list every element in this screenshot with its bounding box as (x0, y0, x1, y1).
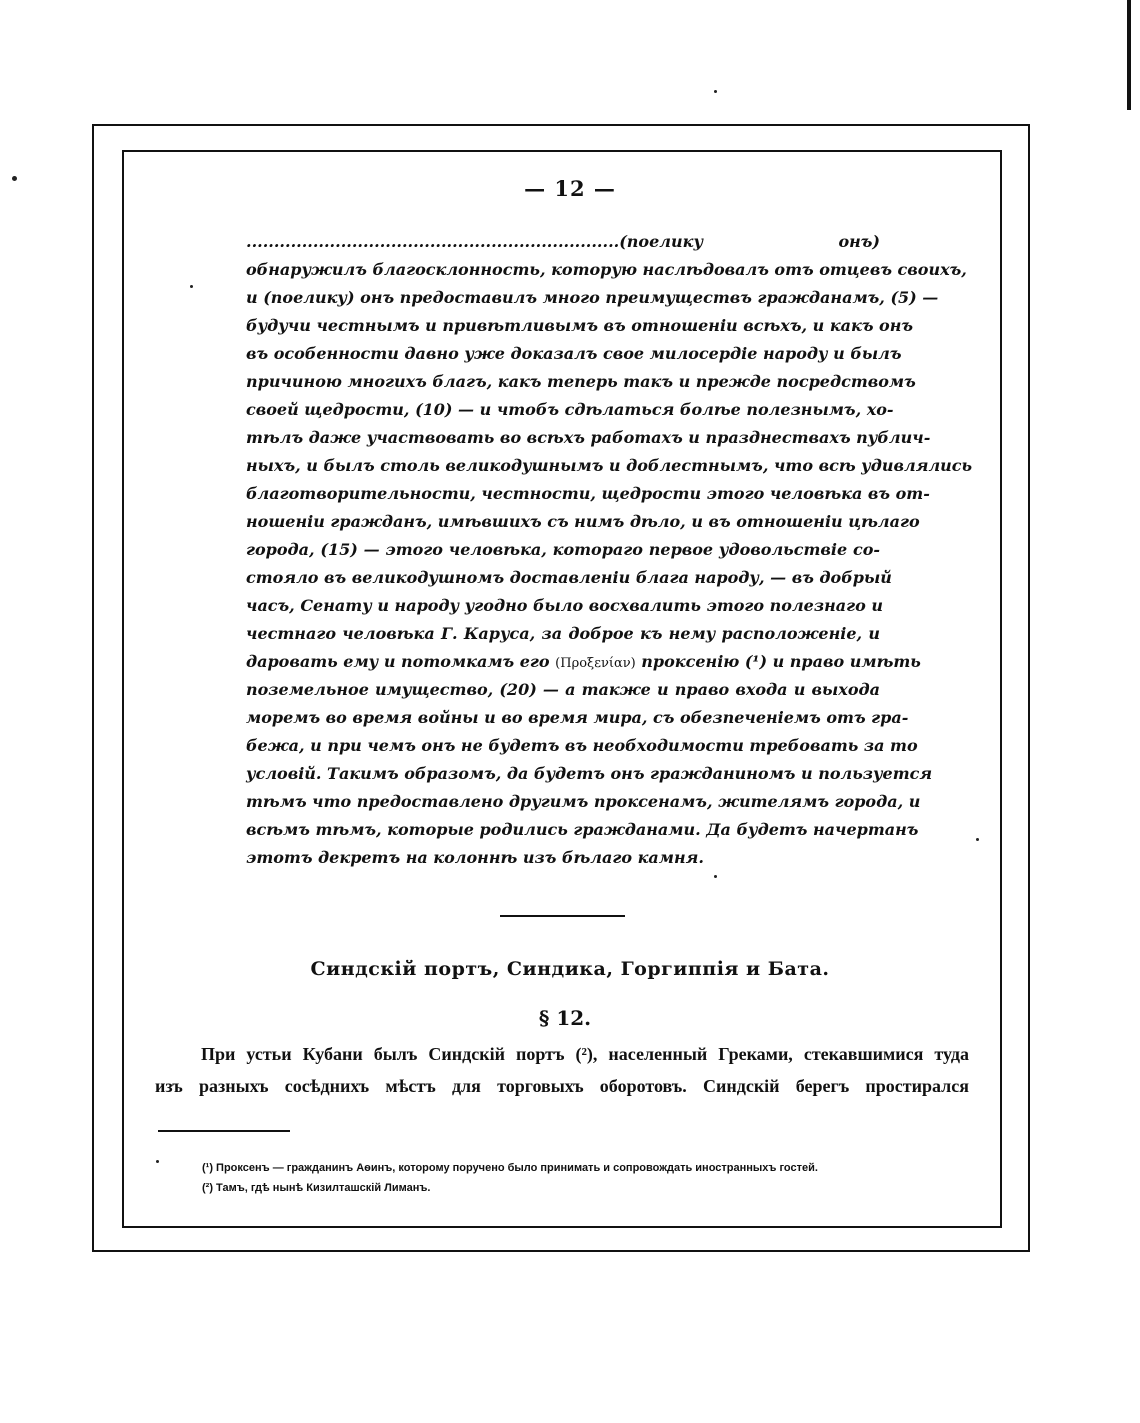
text-line: причиною многихъ благъ, какъ теперь такъ и прежде посредствомъ (246, 372, 916, 391)
text-line: ношеніи гражданъ, имѣвшихъ съ нимъ дѣло, и въ отношеніи цѣлаго (246, 512, 920, 531)
footnote: (²) Тамъ, гдѣ нынѣ Кизилташскій Лиманъ. (202, 1182, 431, 1194)
inscription-translation (246, 228, 973, 872)
text-segment: проксенію (¹) и право имѣть (641, 652, 921, 671)
text-line: города, (15) — этого человѣка, котораго первое удовольствіе со- (246, 540, 880, 559)
text-line: изъ разныхъ сосѣднихъ мѣстъ для торговыхъ оборотовъ. Синдскій берегъ простирался (155, 1076, 969, 1096)
footnote: (¹) Проксенъ — гражданинъ Аѳинъ, которому поручено было принимать и сопровождать иностранныхъ гостей. (202, 1162, 818, 1174)
footnotes (202, 1158, 962, 1198)
text-line: стояло въ великодушномъ доставленіи блага народу, — въ добрый (246, 568, 892, 587)
text-line: этотъ декретъ на колоннѣ изъ бѣлаго камня. (246, 848, 704, 867)
section-heading: Синдскій портъ, Синдика, Горгиппія и Бата. (310, 958, 830, 980)
text-line: бежа, и при чемъ онъ не будетъ въ необходимости требовать за то (246, 736, 918, 755)
body-paragraph (155, 1038, 969, 1102)
scan-speck (714, 90, 717, 93)
text-line: тѣлъ даже участвовать во всѣхъ работахъ и празднествахъ публич- (246, 428, 931, 447)
text-line: всѣмъ тѣмъ, которые родились гражданами. Да будетъ начертанъ (246, 820, 919, 839)
section-number: § 12. (538, 1006, 592, 1030)
greek-term: (Προξενίαν) (555, 656, 636, 671)
scan-edge-rule (1127, 0, 1131, 110)
text-line: часъ, Сенату и народу угодно было восхвалить этого полезнаго и (246, 596, 883, 615)
text-line: въ особенности давно уже доказалъ свое милосердіе народу и былъ (246, 344, 902, 363)
text-line: При устьи Кубани былъ Синдскій портъ (²), населенный Греками, стекавшимися туда (201, 1044, 969, 1064)
text-line: и (поелику) онъ предоставилъ много преимуществъ гражданамъ, (5) — (246, 288, 939, 307)
text-line: тѣмъ что предоставлено другимъ проксенамъ, жителямъ города, и (246, 792, 921, 811)
footnote-divider (158, 1130, 290, 1132)
text-line: обнаружилъ благосклонность, которую наслѣдовалъ отъ отцевъ своихъ, (246, 260, 967, 279)
text-line: своей щедрости, (10) — и чтобъ сдѣлаться болѣе полезнымъ, хо- (246, 400, 894, 419)
text-line: ныхъ, и былъ столь великодушнымъ и доблестнымъ, что всѣ удивлялись (246, 456, 973, 475)
text-line: поземельное имущество, (20) — а также и право входа и выхода (246, 680, 880, 699)
page-number: — 12 — (524, 176, 616, 201)
text-line: будучи честнымъ и привѣтливымъ въ отношеніи всѣхъ, и какъ онъ (246, 316, 914, 335)
text-line: честнаго человѣка Г. Каруса, за доброе къ нему расположеніе, и (246, 624, 880, 643)
section-divider (500, 915, 625, 917)
text-line: благотворительности, честности, щедрости этого человѣка въ от- (246, 484, 930, 503)
text-line-with-greek (246, 648, 921, 676)
text-line: условій. Такимъ образомъ, да будетъ онъ гражданиномъ и пользуется (246, 764, 933, 783)
text-line: ...................................................................(поелику онъ) (246, 232, 880, 251)
text-line: моремъ во время войны и во время мира, съ обезпеченіемъ отъ гра- (246, 708, 909, 727)
text-segment: даровать ему и потомкамъ его (246, 652, 550, 671)
